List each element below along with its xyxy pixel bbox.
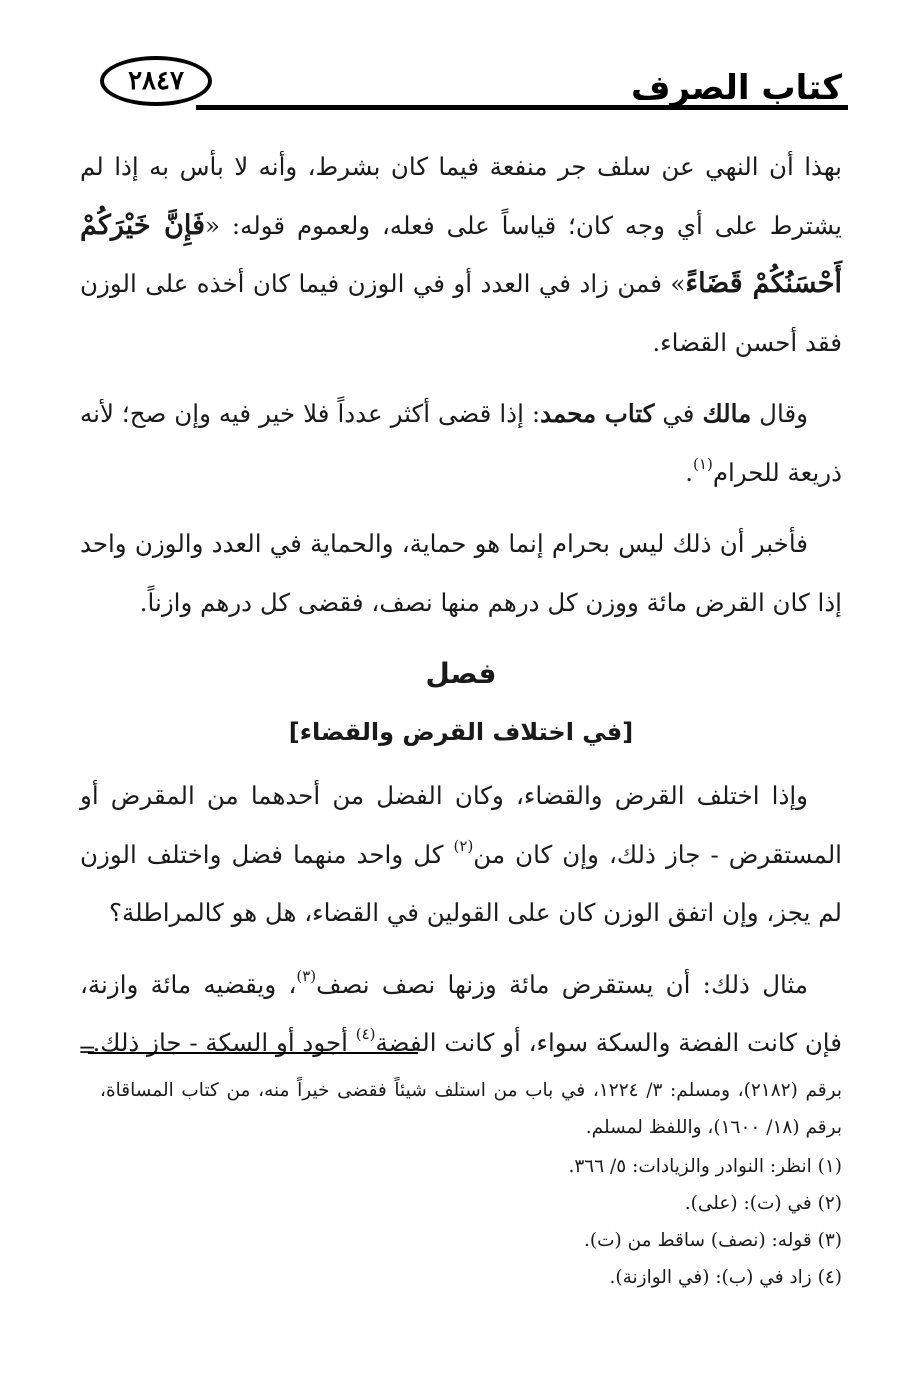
footnote-4: (٤) زاد في (ب): (في الوازنة).	[609, 1267, 842, 1288]
book-name: كتاب محمد	[540, 399, 655, 428]
main-text	[80, 138, 842, 1086]
page-number-badge	[100, 56, 212, 106]
hadith-quote: فَإِنَّ خَيْرَكُمْ أَحْسَنُكُمْ قَضَاءً	[80, 209, 842, 299]
paragraph-2	[80, 385, 842, 502]
footnote-ref-3: (٣)	[296, 966, 317, 985]
paragraph-1-text-b: » فمن زاد في العدد أو في الوزن فيما كان أخذه على الوزن فقد أحسن القضاء.	[80, 269, 842, 357]
footnotes	[100, 1072, 842, 1296]
paragraph-4	[80, 767, 842, 943]
paragraph-2-text-a: وقال	[751, 399, 808, 428]
footnote-1: (١) انظر: النوادر والزيادات: ٥/ ٣٦٦.	[568, 1156, 842, 1177]
paragraph-1	[80, 138, 842, 372]
footnote-3: (٣) قوله: (نصف) ساقط من (ت).	[583, 1230, 842, 1251]
paragraph-2-text-b: في	[654, 399, 703, 428]
footnote-continuation: برقم (٢١٨٢)، ومسلم: ٣/ ١٢٢٤، في باب من استلف شيئاً فقضى خيراً منه، من كتاب المساقاة، برقم (١٨/ ١٦٠٠)، واللفظ لمسلم.	[100, 1080, 842, 1138]
section-heading: فصل	[425, 657, 497, 690]
page-number: ٢٨٤٧	[128, 66, 184, 96]
section-subheading: [في اختلاف القرض والقضاء]	[288, 718, 634, 746]
paragraph-5-text-b: ، ويقضيه مائة وازنة، فإن كانت الفضة والسكة سواء، أو كانت الفضة	[80, 969, 842, 1057]
paragraph-4-text-a: وإذا اختلف القرض والقضاء، وكان الفضل من أحدهما من المقرض أو المستقرض - جاز ذلك، وإن كان من	[80, 781, 842, 869]
paragraph-4-text-b: كل واحد منهما فضل واختلف الوزن لم يجز، وإن اتفق الوزن كان على القولين في القضاء، هل هو كالمراطلة؟	[80, 839, 842, 927]
footnote-ref-1: (١)	[693, 454, 713, 473]
paragraph-5	[80, 956, 842, 1073]
footnote-ref-2: (٢)	[453, 836, 474, 855]
footnote-ref-4: (٤)	[355, 1025, 376, 1043]
footnote-2: (٢) في (ت): (على).	[684, 1193, 842, 1214]
paragraph-1-text-a: بهذا أن النهي عن سلف جر منفعة فيما كان بشرط، وأنه لا بأس به إذا لم يشترط على أي وجه كان؛ قياساً على فعله، ولعموم قوله: «	[80, 152, 843, 240]
header-rule	[196, 105, 848, 110]
paragraph-2-text-c: : إذا قضى أكثر عدداً فلا خير فيه وإن صح؛ لأنه ذريعة للحرام	[80, 399, 842, 487]
running-head-title: كتاب الصرف	[631, 68, 842, 108]
paragraph-5-text-a: مثال ذلك: أن يستقرض مائة وزنها نصف نصف	[316, 969, 808, 999]
paragraph-2-text-d: .	[685, 457, 694, 487]
scholar-name: مالك	[702, 399, 752, 428]
paragraph-5-text-c: أجود أو السكة - جاز ذلك.	[92, 1028, 356, 1057]
paragraph-3: فأخبر أن ذلك ليس بحرام إنما هو حماية، والحماية في العدد والوزن واحد إذا كان القرض مائة ووزن كل درهم منها نصف، فقضى كل درهم وازناً.	[80, 529, 842, 617]
footnote-continuation-mark: =	[78, 1038, 97, 1063]
footnote-rule	[88, 1052, 418, 1054]
